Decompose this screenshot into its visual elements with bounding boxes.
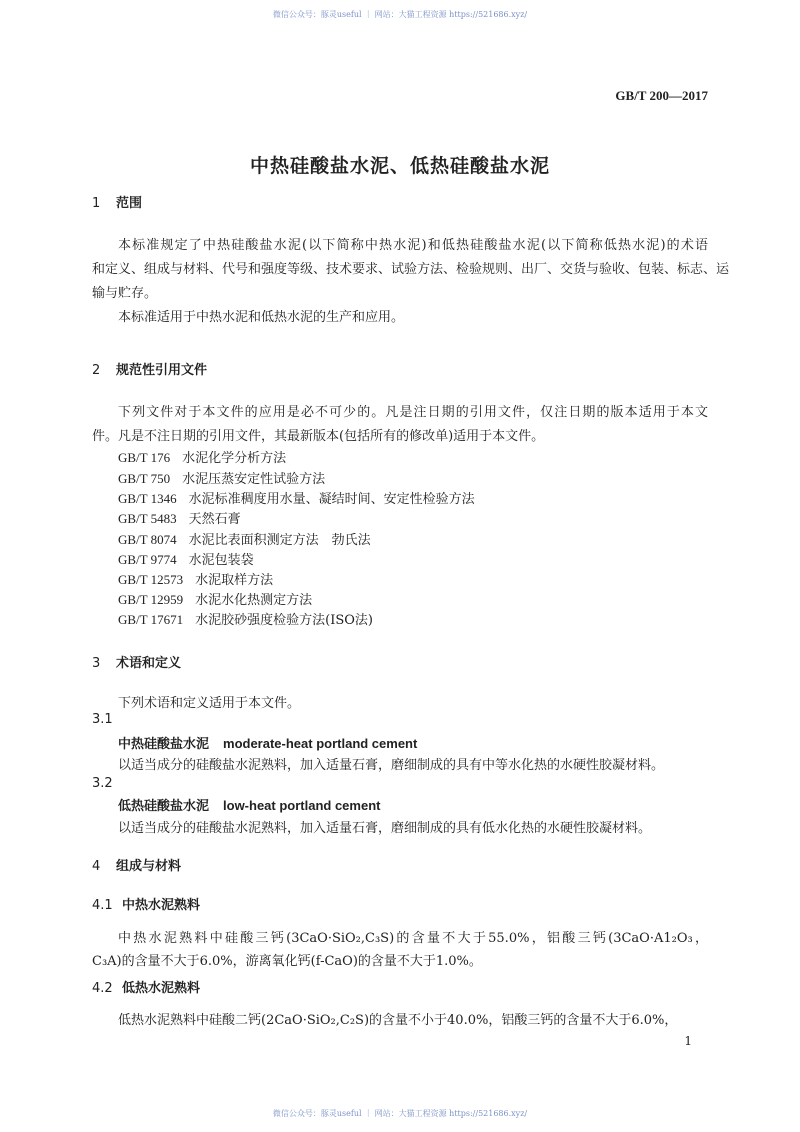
reference-title: 水泥比表面积测定方法 勃氏法 (188, 533, 371, 548)
reference-item (118, 508, 241, 527)
reference-code: GB/T 1346 (118, 491, 177, 506)
reference-item (118, 468, 325, 487)
reference-title: 水泥标准稠度用水量、凝结时间、安定性检验方法 (188, 492, 475, 507)
reference-item (118, 488, 475, 507)
page-title: 中热硅酸盐水泥、低热硅酸盐水泥 (249, 155, 550, 177)
reference-title: 水泥化学分析方法 (182, 451, 287, 466)
reference-title: 水泥水化热测定方法 (195, 593, 313, 608)
paragraph-line: C₃A)的含量不大于6.0%，游离氧化钙(f-CaO)的含量不大于1.0%。 (92, 954, 482, 969)
reference-title: 天然石膏 (188, 512, 241, 527)
reference-title: 水泥包装袋 (188, 553, 254, 568)
reference-item (118, 589, 312, 608)
section-1-heading: 1 范围 (92, 196, 143, 211)
paragraph-line: 输与贮存。 (92, 286, 158, 301)
paragraph-line: 本标准规定了中热硅酸盐水泥(以下简称中热水泥)和低热硅酸盐水泥(以下简称低热水泥)的术语 (118, 238, 708, 253)
reference-item (118, 609, 373, 628)
reference-item (118, 529, 371, 548)
reference-code: GB/T 176 (118, 450, 171, 465)
paragraph-line: 和定义、组成与材料、代号和强度等级、技术要求、试验方法、检验规则、出厂、交货与验收、包装、标志、运 (92, 262, 730, 277)
reference-code: GB/T 17671 (118, 612, 184, 627)
paragraph-line: 本标准适用于中热水泥和低热水泥的生产和应用。 (118, 310, 405, 325)
section-2-heading: 2 规范性引用文件 (92, 363, 208, 378)
reference-code: GB/T 5483 (118, 511, 177, 526)
term-definition: 以适当成分的硅酸盐水泥熟料，加入适量石膏，磨细制成的具有低水化热的水硬性胶凝材料。 (118, 821, 652, 836)
section-4-heading: 4 组成与材料 (92, 859, 182, 874)
reference-title: 水泥胶砂强度检验方法(ISO法) (195, 613, 373, 628)
reference-item (118, 447, 286, 466)
reference-item (118, 549, 254, 568)
term-number: 3.1 (92, 712, 113, 727)
paragraph-line: 低热水泥熟料中硅酸二钙(2CaO·SiO₂,C₂S)的含量不小于40.0%，铝酸三钙的含量不大于6.0%， (118, 1013, 678, 1028)
reference-code: GB/T 12573 (118, 572, 184, 587)
term-number: 3.2 (92, 776, 113, 791)
reference-item (118, 569, 273, 588)
term-definition: 以适当成分的硅酸盐水泥熟料，加入适量石膏，磨细制成的具有中等水化热的水硬性胶凝材料。 (118, 758, 665, 773)
standard-number: GB/T 200—2017 (615, 88, 708, 103)
reference-code: GB/T 12959 (118, 592, 184, 607)
paragraph-line: 下列术语和定义适用于本文件。 (118, 696, 301, 711)
reference-title: 水泥压蒸安定性试验方法 (182, 472, 326, 487)
section-4-2-heading: 4.2 低热水泥熟料 (92, 981, 201, 996)
section-4-1-heading: 4.1 中热水泥熟料 (92, 898, 201, 913)
term-title: 中热硅酸盐水泥 moderate-heat portland cement (118, 736, 418, 752)
section-3-heading: 3 术语和定义 (92, 656, 182, 671)
paragraph-line: 件。凡是不注日期的引用文件，其最新版本(包括所有的修改单)适用于本文件。 (92, 429, 545, 444)
watermark-top: 微信公众号：豚灵useful ｜ 网站：大猫工程资源 https://521686.xyz/ (272, 10, 528, 19)
watermark-bottom: 微信公众号：豚灵useful ｜ 网站：大猫工程资源 https://521686.xyz/ (272, 1109, 528, 1118)
reference-code: GB/T 750 (118, 471, 171, 486)
reference-title: 水泥取样方法 (195, 573, 274, 588)
page-number: 1 (684, 1034, 692, 1048)
reference-code: GB/T 8074 (118, 532, 177, 547)
reference-code: GB/T 9774 (118, 552, 177, 567)
term-title: 低热硅酸盐水泥 low-heat portland cement (118, 798, 381, 814)
paragraph-line: 下列文件对于本文件的应用是必不可少的。凡是注日期的引用文件，仅注日期的版本适用于本文 (118, 405, 708, 420)
paragraph-line: 中热水泥熟料中硅酸三钙(3CaO·SiO₂,C₃S)的含量不大于55.0%，铝酸三钙(3CaO·A1₂O₃， (118, 931, 708, 946)
